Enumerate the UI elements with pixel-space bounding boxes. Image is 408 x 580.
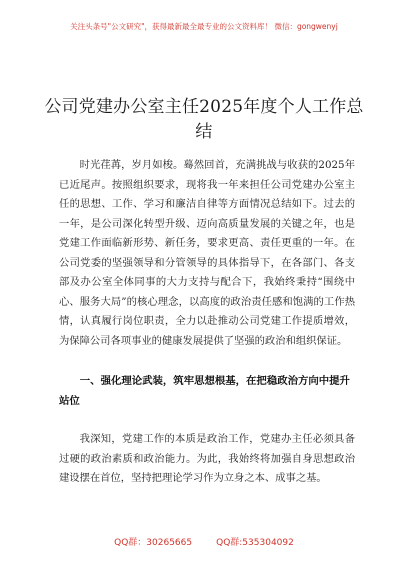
paragraph-section-1: 我深知，党建工作的本质是政治工作，党建办主任必须具备过硬的政治素质和政治能力。为此，我始终将加强自身思想政治建设摆在首位，坚持把理论学习作为立身之本、成事之基。: [59, 433, 355, 484]
footer-qq-group-1: QQ群：30265665: [114, 538, 193, 548]
section-heading-1: 一、强化理论武装，筑牢思想根基，在把稳政治方向中提升站位: [59, 375, 350, 407]
document-title: 公司党建办公室主任2025年度个人工作总结: [44, 97, 364, 143]
footer-qq-group-2: QQ群:535304092: [216, 538, 294, 548]
paragraph-intro: 时光荏苒，岁月如梭。蓦然回首，充满挑战与收获的2025年已近尾声。按照组织要求，现将我一年来担任公司党建办公室主任的思想、工作、学习和廉洁自律等方面情况总结如下。过去的一年，是公司深化转型升级、迈向高质量发展的关键之年，也是党建工作面临新形势、新任务，要求更高、责任更重的一年。在公司党委的坚强领导和分管领导的具体指导下，在各部门、各支部及办公室全体同事的大力支持与配合下，我始终秉持“围绕中心、服务大局”的核心理念，以高度的政治责任感和饱满的工作热情，认真履行岗位职责，全力以赴推动公司党建工作提质增效，为保障公司各项事业的健康发展提供了坚强的政治和组织保证。: [59, 159, 355, 347]
promo-banner: 关注头条号"公文研究"，获得最新最全最专业的公文资料库！ 微信：gongwenyj: [70, 22, 338, 31]
footer-contact: [0, 535, 408, 548]
